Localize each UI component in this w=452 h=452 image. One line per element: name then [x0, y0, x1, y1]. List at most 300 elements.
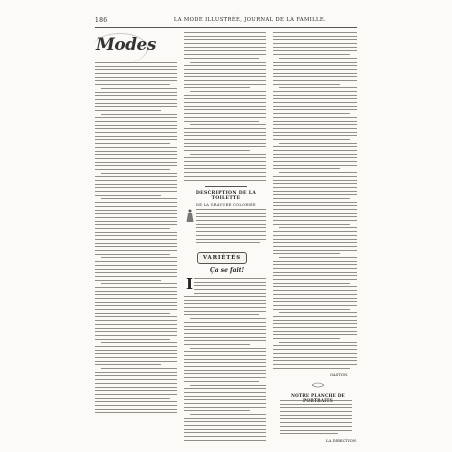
- text-line: [95, 187, 177, 188]
- text-line: [95, 261, 177, 262]
- text-line: [95, 372, 177, 373]
- text-line: [95, 117, 177, 118]
- text-line: [273, 224, 350, 225]
- text-line: [95, 217, 177, 218]
- modes-heading: [96, 35, 156, 61]
- text-line: [184, 403, 266, 404]
- text-line: [190, 348, 266, 349]
- text-line: [95, 239, 177, 240]
- text-line: [184, 128, 266, 129]
- text-line: [95, 346, 177, 347]
- text-line: [184, 311, 266, 312]
- text-line: [101, 342, 177, 343]
- text-line: [280, 418, 352, 419]
- text-line: [273, 209, 357, 210]
- text-line: [273, 39, 357, 40]
- text-line: [184, 329, 266, 330]
- text-line: [273, 294, 357, 295]
- text-line: [184, 39, 266, 40]
- text-line: [184, 47, 266, 48]
- text-line: [95, 162, 177, 163]
- text-line: [95, 132, 177, 133]
- text-line: [184, 135, 266, 136]
- text-line: [280, 433, 338, 434]
- text-line: [273, 165, 357, 166]
- drop-cap: I: [186, 275, 194, 293]
- text-line: [184, 314, 259, 315]
- text-line: [95, 294, 177, 295]
- text-line: [273, 246, 357, 247]
- text-line: [194, 282, 266, 283]
- text-line: [184, 337, 266, 338]
- text-line: [273, 135, 357, 136]
- text-line: [273, 253, 340, 254]
- text-line: [273, 286, 357, 287]
- text-line: [280, 407, 352, 408]
- text-line: [95, 84, 170, 85]
- text-line: [184, 307, 266, 308]
- text-line: [184, 157, 266, 158]
- text-line: [273, 76, 357, 77]
- signature-gaston: GASTON.: [330, 372, 349, 377]
- text-line: [184, 355, 266, 356]
- ornament-icon: [312, 381, 324, 389]
- text-line: [273, 62, 357, 63]
- text-line: [184, 351, 266, 352]
- text-line: [95, 280, 161, 281]
- text-line: [95, 232, 177, 233]
- text-line: [273, 50, 357, 51]
- text-line: [279, 342, 357, 343]
- text-line: [95, 103, 177, 104]
- text-line: [95, 95, 177, 96]
- text-line: [196, 220, 266, 221]
- text-line: [184, 421, 266, 422]
- text-line: [273, 309, 350, 310]
- text-line: [184, 65, 266, 66]
- text-line: [280, 426, 352, 427]
- section-rule: [205, 186, 247, 187]
- text-line: [95, 121, 177, 122]
- text-line: [190, 318, 266, 319]
- text-line: [273, 84, 340, 85]
- column-3-text: [273, 32, 357, 371]
- text-line: [184, 440, 266, 441]
- text-line: [184, 373, 266, 374]
- text-line: [95, 80, 177, 81]
- text-line: [273, 220, 357, 221]
- text-line: [279, 257, 357, 258]
- text-line: [184, 326, 266, 327]
- text-line: [273, 327, 357, 328]
- text-line: [184, 429, 266, 430]
- text-line: [273, 150, 357, 151]
- text-line: [184, 165, 266, 166]
- modes-heading-text: Modes: [96, 35, 156, 55]
- text-line: [95, 320, 177, 321]
- text-line: [95, 250, 177, 251]
- text-line: [95, 401, 177, 402]
- text-line: [95, 77, 177, 78]
- text-line: [273, 275, 357, 276]
- text-line: [95, 213, 177, 214]
- text-line: [273, 65, 357, 66]
- text-line: [184, 54, 266, 55]
- text-line: [273, 353, 357, 354]
- text-line: [184, 143, 266, 144]
- text-line: [95, 228, 170, 229]
- text-line: [95, 195, 161, 196]
- text-line: [273, 168, 340, 169]
- text-line: [184, 432, 266, 433]
- text-line: [95, 405, 177, 406]
- text-line: [101, 198, 177, 199]
- text-line: [279, 87, 357, 88]
- text-line: [184, 161, 266, 162]
- text-line: [190, 124, 266, 125]
- text-line: [95, 390, 177, 391]
- text-line: [95, 375, 177, 376]
- text-line: [273, 316, 357, 317]
- text-line: [194, 278, 266, 279]
- column-3-portraits-text: [280, 400, 352, 437]
- text-line: [95, 147, 177, 148]
- text-line: [273, 323, 357, 324]
- text-line: [184, 117, 266, 118]
- text-line: [184, 366, 266, 367]
- text-line: [273, 250, 357, 251]
- text-line: [273, 73, 357, 74]
- text-line: [95, 243, 177, 244]
- text-line: [273, 95, 357, 96]
- text-line: [101, 114, 177, 115]
- toilette-title: DESCRIPTION DE LA TOILETTE: [195, 191, 257, 201]
- text-line: [273, 187, 357, 188]
- text-line: [95, 165, 177, 166]
- text-line: [273, 54, 350, 55]
- text-line: [273, 132, 357, 133]
- text-line: [184, 176, 266, 177]
- text-line: [196, 242, 260, 243]
- text-line: [196, 231, 266, 232]
- text-line: [95, 206, 177, 207]
- text-line: [95, 99, 177, 100]
- text-line: [184, 296, 266, 297]
- text-line: [95, 350, 177, 351]
- text-line: [184, 407, 266, 408]
- text-line: [184, 58, 259, 59]
- article-title: Ça se fait!: [210, 267, 245, 274]
- text-line: [95, 357, 177, 358]
- text-line: [95, 353, 177, 354]
- text-line: [184, 425, 266, 426]
- text-line: [273, 106, 357, 107]
- text-line: [196, 235, 266, 236]
- text-line: [95, 128, 177, 129]
- text-line: [184, 340, 266, 341]
- text-line: [273, 198, 350, 199]
- text-line: [280, 411, 352, 412]
- text-line: [95, 139, 177, 140]
- text-line: [194, 285, 266, 286]
- text-line: [101, 283, 177, 284]
- text-line: [184, 69, 266, 70]
- text-line: [184, 359, 266, 360]
- text-line: [184, 132, 266, 133]
- text-line: [194, 289, 266, 290]
- text-line: [95, 143, 170, 144]
- column-2-article: [184, 296, 266, 444]
- text-line: [273, 216, 357, 217]
- text-line: [273, 139, 350, 140]
- text-line: [273, 183, 357, 184]
- text-line: [184, 80, 266, 81]
- text-line: [95, 269, 177, 270]
- text-line: [95, 335, 177, 336]
- text-line: [273, 43, 357, 44]
- header-rule: [95, 27, 357, 28]
- text-line: [273, 357, 357, 358]
- text-line: [95, 309, 177, 310]
- text-line: [95, 151, 177, 152]
- text-line: [273, 98, 357, 99]
- text-line: [273, 32, 357, 33]
- text-line: [273, 213, 357, 214]
- text-line: [190, 91, 266, 92]
- text-line: [95, 364, 161, 365]
- text-line: [101, 368, 177, 369]
- text-line: [95, 184, 177, 185]
- text-line: [273, 180, 357, 181]
- text-line: [95, 324, 177, 325]
- text-line: [184, 410, 250, 411]
- text-line: [273, 157, 357, 158]
- text-line: [184, 388, 266, 389]
- text-line: [95, 180, 177, 181]
- text-line: [273, 305, 357, 306]
- text-line: [184, 172, 266, 173]
- text-line: [95, 298, 177, 299]
- text-line: [184, 146, 266, 147]
- text-line: [273, 242, 357, 243]
- text-line: [184, 344, 250, 345]
- text-line: [280, 404, 352, 405]
- text-line: [273, 102, 357, 103]
- text-line: [273, 161, 357, 162]
- text-line: [279, 143, 357, 144]
- text-line: [95, 221, 177, 222]
- toilette-subtitle: DE LA GRAVURE COLORIÉE: [196, 203, 256, 207]
- text-line: [184, 95, 266, 96]
- text-line: [273, 360, 357, 361]
- text-line: [95, 92, 177, 93]
- text-line: [95, 339, 170, 340]
- text-line: [95, 276, 177, 277]
- text-line: [196, 213, 266, 214]
- text-line: [273, 36, 357, 37]
- text-line: [273, 239, 357, 240]
- text-line: [184, 43, 266, 44]
- text-line: [95, 328, 177, 329]
- text-line: [273, 349, 357, 350]
- text-line: [273, 345, 357, 346]
- text-line: [190, 414, 266, 415]
- text-line: [273, 334, 357, 335]
- text-line: [95, 287, 177, 288]
- running-head: LA MODE ILLUSTRÉE, JOURNAL DE LA FAMILLE.: [173, 17, 327, 23]
- text-line: [95, 110, 161, 111]
- text-line: [184, 399, 266, 400]
- text-line: [95, 66, 177, 67]
- text-line: [279, 312, 357, 313]
- text-line: [184, 121, 259, 122]
- text-line: [95, 224, 177, 225]
- text-line: [95, 254, 170, 255]
- text-line: [95, 412, 177, 413]
- text-line: [95, 313, 170, 314]
- text-line: [184, 362, 266, 363]
- text-line: [273, 261, 357, 262]
- text-line: [273, 80, 357, 81]
- text-line: [273, 194, 357, 195]
- text-line: [184, 303, 266, 304]
- text-line: [273, 146, 357, 147]
- text-line: [273, 109, 357, 110]
- text-line: [95, 125, 177, 126]
- column-2-article-start: [194, 278, 266, 296]
- text-line: [95, 302, 177, 303]
- text-line: [95, 409, 177, 410]
- text-line: [95, 394, 177, 395]
- text-line: [184, 396, 266, 397]
- text-line: [279, 227, 357, 228]
- text-line: [280, 400, 352, 401]
- text-line: [95, 202, 177, 203]
- text-line: [184, 300, 266, 301]
- text-line: [95, 387, 177, 388]
- text-line: [273, 124, 357, 125]
- text-line: [273, 47, 357, 48]
- text-line: [95, 235, 177, 236]
- text-line: [184, 84, 266, 85]
- text-line: [194, 293, 266, 294]
- text-line: [190, 385, 266, 386]
- text-line: [95, 361, 177, 362]
- text-line: [95, 272, 177, 273]
- text-line: [95, 246, 177, 247]
- text-line: [184, 418, 266, 419]
- text-line: [273, 268, 357, 269]
- text-line: [95, 191, 177, 192]
- text-line: [95, 73, 177, 74]
- text-line: [184, 392, 266, 393]
- text-line: [273, 205, 357, 206]
- text-line: [184, 98, 266, 99]
- text-line: [273, 117, 357, 118]
- text-line: [196, 239, 266, 240]
- text-line: [95, 398, 170, 399]
- text-line: [280, 430, 352, 431]
- text-line: [101, 88, 177, 89]
- text-line: [95, 136, 177, 137]
- text-line: [184, 333, 266, 334]
- text-line: [273, 272, 357, 273]
- text-line: [184, 168, 266, 169]
- text-line: [95, 305, 177, 306]
- text-line: [273, 191, 357, 192]
- text-line: [184, 180, 266, 181]
- text-line: [95, 379, 177, 380]
- signature-direction: LA DIRECTION.: [326, 438, 357, 443]
- text-line: [273, 283, 350, 284]
- text-line: [273, 91, 357, 92]
- text-line: [95, 106, 177, 107]
- text-line: [95, 169, 170, 170]
- text-line: [95, 69, 177, 70]
- text-line: [273, 235, 357, 236]
- text-line: [196, 224, 266, 225]
- text-line: [184, 102, 266, 103]
- text-line: [273, 298, 357, 299]
- page-number: 186: [95, 17, 108, 24]
- text-line: [184, 113, 266, 114]
- text-line: [101, 257, 177, 258]
- text-line: [184, 87, 250, 88]
- text-line: [196, 227, 266, 228]
- text-line: [95, 265, 177, 266]
- toilette-section-title: [185, 191, 267, 207]
- text-line: [190, 154, 266, 155]
- text-line: [273, 338, 340, 339]
- toilette-description: [196, 209, 266, 246]
- text-line: [273, 279, 357, 280]
- text-line: [184, 76, 266, 77]
- text-line: [95, 158, 177, 159]
- text-line: [95, 316, 177, 317]
- text-line: [273, 202, 357, 203]
- text-line: [273, 128, 357, 129]
- text-line: [273, 154, 357, 155]
- text-line: [273, 176, 357, 177]
- text-line: [95, 210, 177, 211]
- text-line: [196, 216, 266, 217]
- text-line: [95, 331, 177, 332]
- text-line: [184, 381, 259, 382]
- text-line: [273, 368, 350, 369]
- text-line: [273, 290, 357, 291]
- text-line: [273, 364, 357, 365]
- text-line: [190, 62, 266, 63]
- text-line: [273, 113, 350, 114]
- column-2-text-top: [184, 32, 266, 183]
- text-line: [279, 172, 357, 173]
- text-line: [184, 436, 266, 437]
- text-line: [184, 36, 266, 37]
- text-line: [184, 370, 266, 371]
- text-line: [95, 383, 177, 384]
- text-line: [95, 291, 177, 292]
- text-line: [184, 106, 266, 107]
- text-line: [279, 58, 357, 59]
- text-line: [101, 173, 177, 174]
- text-line: [95, 176, 177, 177]
- text-line: [273, 264, 357, 265]
- text-line: [280, 415, 352, 416]
- text-line: [184, 377, 266, 378]
- varietes-rubric: VARIÉTÉS: [197, 252, 247, 264]
- text-line: [184, 322, 266, 323]
- text-line: [280, 422, 352, 423]
